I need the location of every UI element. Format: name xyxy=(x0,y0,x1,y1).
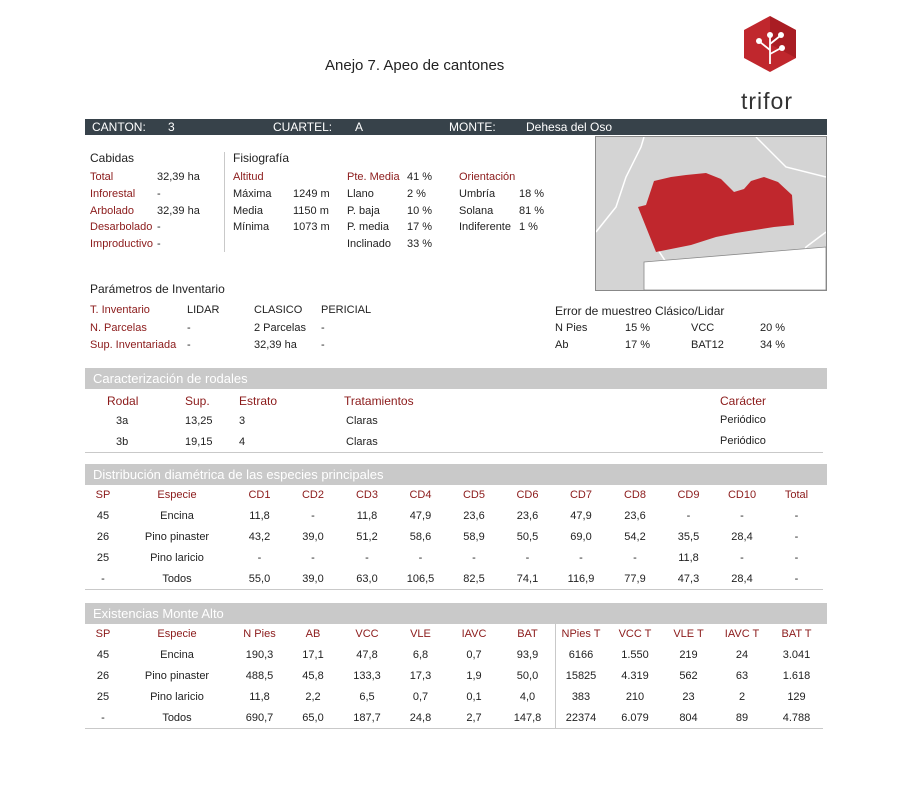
error-cell: BAT12 xyxy=(691,339,724,351)
table-row xyxy=(85,568,824,589)
cabida-label: Total xyxy=(90,171,114,183)
existencias-header-cell: N Pies xyxy=(243,627,276,640)
error-cell: Ab xyxy=(555,339,569,351)
cabida-value: 32,39 ha xyxy=(157,205,200,217)
existencias-cell: 26 xyxy=(96,669,110,682)
inventario-header: PERICIAL xyxy=(321,304,372,316)
inventario-row-label: Sup. Inventariada xyxy=(90,339,177,351)
existencias-cell: 45 xyxy=(96,648,110,661)
distribucion-cell: - xyxy=(794,551,799,564)
existencias-cell: 23 xyxy=(682,690,695,703)
distribucion-cell: 28,4 xyxy=(731,572,753,585)
inventario-cell: 2 Parcelas xyxy=(254,322,306,334)
distribucion-header-cell: CD4 xyxy=(409,488,432,501)
pendiente-value: 41 % xyxy=(407,171,433,183)
pendiente-row-label: P. baja xyxy=(347,205,380,217)
distribucion-header-row xyxy=(85,484,824,505)
existencias-cell: 65,0 xyxy=(302,711,324,724)
distribucion-cell: - xyxy=(740,551,744,564)
distribucion-table xyxy=(85,484,824,589)
cabida-value: - xyxy=(157,221,161,233)
existencias-cell: 63 xyxy=(735,669,749,682)
existencias-cell: 22374 xyxy=(565,711,597,724)
rodales-header: Rodal xyxy=(107,394,139,408)
existencias-cell: 4.319 xyxy=(621,669,649,682)
canton-header-bar xyxy=(85,119,827,135)
distribucion-cell: - xyxy=(740,509,744,522)
rodal-cell: Claras xyxy=(346,415,378,427)
inventario-cell: - xyxy=(321,322,325,334)
distribucion-header-cell: CD3 xyxy=(355,488,378,501)
distribucion-header-cell: Especie xyxy=(157,488,197,501)
existencias-table xyxy=(85,623,824,728)
distribucion-cell: 58,6 xyxy=(409,530,432,543)
distribucion-cell: 82,5 xyxy=(463,572,485,585)
existencias-cell: 45,8 xyxy=(302,669,324,682)
distribucion-header-cell: SP xyxy=(95,488,111,501)
existencias-cell: 4.788 xyxy=(782,711,811,724)
canton-value: 3 xyxy=(168,120,175,134)
inventario-title: Parámetros de Inventario xyxy=(90,282,225,296)
trifor-logo xyxy=(740,14,804,118)
distribucion-cell: - xyxy=(101,572,105,585)
rodales-header: Carácter xyxy=(720,394,767,408)
existencias-cell: 0,7 xyxy=(412,690,429,703)
pendiente-label: Pte. Media xyxy=(347,171,400,183)
canton-label: CANTON: xyxy=(92,120,146,134)
distribucion-cell: - xyxy=(794,572,799,585)
altitud-row-label: Mínima xyxy=(233,221,270,233)
existencias-header-cell: VLE xyxy=(410,627,431,640)
existencias-cell: 383 xyxy=(571,690,591,703)
existencias-cell: Encina xyxy=(160,648,194,661)
pendiente-row-value: 33 % xyxy=(407,238,433,250)
existencias-header-cell: BAT T xyxy=(781,627,812,640)
table-row xyxy=(85,644,824,665)
distribucion-cell: - xyxy=(579,551,583,564)
distribucion-header-cell: CD8 xyxy=(623,488,646,501)
orientacion-row-label: Indiferente xyxy=(459,221,511,233)
existencias-cell: 562 xyxy=(679,669,698,682)
distribucion-cell: 11,8 xyxy=(678,551,699,564)
rodal-cell: Periódico xyxy=(720,414,766,426)
cabida-label: Arbolado xyxy=(90,205,135,217)
distribucion-cell: 51,2 xyxy=(356,530,378,543)
monte-value: Dehesa del Oso xyxy=(526,120,613,134)
table-row xyxy=(85,686,824,707)
existencias-header-cell: VCC xyxy=(355,627,379,640)
distribucion-header-cell: CD10 xyxy=(727,488,757,501)
altitud-label: Altitud xyxy=(233,171,264,183)
existencias-cell: 47,8 xyxy=(356,648,378,661)
existencias-cell: - xyxy=(101,711,105,724)
existencias-cell: 1,9 xyxy=(466,669,482,682)
rodales-header: Estrato xyxy=(239,394,278,408)
existencias-cell: 24 xyxy=(735,648,749,661)
existencias-header-cell: VLE T xyxy=(673,627,704,640)
distribucion-cell: 77,9 xyxy=(624,572,646,585)
cabida-value: - xyxy=(157,188,161,200)
distribucion-cell: 58,9 xyxy=(463,530,485,543)
cabida-value: - xyxy=(157,238,161,250)
distribucion-cell: 47,3 xyxy=(677,572,700,585)
existencias-section-bar xyxy=(85,603,827,624)
altitud-row-value: 1249 m xyxy=(293,188,330,200)
table-row xyxy=(85,547,824,568)
distribucion-cell: 28,4 xyxy=(731,530,753,543)
distribucion-cell: 47,9 xyxy=(570,509,592,522)
distribucion-cell: 69,0 xyxy=(570,530,592,543)
distribucion-cell: Todos xyxy=(162,572,192,585)
altitud-row-value: 1150 m xyxy=(293,205,329,217)
existencias-cell: 93,9 xyxy=(516,648,539,661)
existencias-cell: 0,7 xyxy=(466,648,482,661)
existencias-cell: Todos xyxy=(162,711,192,724)
orientacion-row-label: Umbría xyxy=(459,188,496,200)
error-cell: VCC xyxy=(691,322,715,334)
distribucion-cell: 50,5 xyxy=(516,530,539,543)
distribucion-cell: 39,0 xyxy=(302,530,324,543)
existencias-cell: 6166 xyxy=(568,648,594,661)
logo-text: trifor xyxy=(741,88,793,114)
existencias-cell: 1.618 xyxy=(782,669,811,682)
existencias-header-cell: SP xyxy=(95,627,111,640)
distribucion-header-cell: CD5 xyxy=(462,488,485,501)
existencias-header-cell: BAT xyxy=(517,627,538,640)
cabidas-title: Cabidas xyxy=(90,151,135,165)
existencias-cell: 24,8 xyxy=(409,711,432,724)
distribucion-cell: 106,5 xyxy=(406,572,435,585)
fisiografia-title: Fisiografía xyxy=(233,151,290,165)
inventario-cell: - xyxy=(321,339,325,351)
rodales-bottom-rule xyxy=(85,452,823,453)
inventario-header: CLASICO xyxy=(254,304,303,316)
existencias-cell: 129 xyxy=(787,690,806,703)
distribucion-cell: - xyxy=(794,530,799,543)
rodales-section-title: Caracterización de rodales xyxy=(93,371,248,386)
table-row xyxy=(85,526,824,547)
canton-location-map xyxy=(595,136,827,291)
existencias-header-cell: AB xyxy=(305,627,321,640)
inventario-header: T. Inventario xyxy=(90,304,150,316)
cabida-label: Desarbolado xyxy=(90,221,153,233)
error-title: Error de muestreo Clásico/Lidar xyxy=(555,304,725,318)
monte-label: MONTE: xyxy=(449,120,496,134)
pendiente-row-value: 2 % xyxy=(407,188,426,200)
distribucion-cell: 23,6 xyxy=(516,509,539,522)
existencias-cell: 0,1 xyxy=(466,690,482,703)
existencias-cell: 488,5 xyxy=(245,669,274,682)
existencias-section-title: Existencias Monte Alto xyxy=(93,606,224,621)
existencias-bottom-rule xyxy=(85,728,823,729)
rodal-cell: 4 xyxy=(239,436,246,448)
existencias-cell: 187,7 xyxy=(353,711,381,724)
distribucion-section-title: Distribución diamétrica de las especies principales xyxy=(93,467,384,482)
distribucion-cell: 43,2 xyxy=(248,530,271,543)
existencias-cell: 6.079 xyxy=(621,711,649,724)
existencias-divider xyxy=(555,624,556,728)
distribucion-cell: 23,6 xyxy=(624,509,646,522)
distribucion-cell: - xyxy=(418,551,423,564)
existencias-cell: 17,3 xyxy=(409,669,432,682)
distribucion-header-cell: CD7 xyxy=(569,488,592,501)
distribucion-section-bar xyxy=(85,464,827,485)
table-row xyxy=(85,505,824,526)
orientacion-row-value: 81 % xyxy=(519,205,545,217)
cabida-label: Inforestal xyxy=(90,188,136,200)
error-cell: 20 % xyxy=(760,322,786,334)
rodal-cell: 3a xyxy=(116,415,129,427)
distribucion-cell: 47,9 xyxy=(409,509,432,522)
existencias-cell: 1.550 xyxy=(621,648,649,661)
existencias-cell: 210 xyxy=(625,690,645,703)
rodales-section-bar xyxy=(85,368,827,389)
error-cell: N Pies xyxy=(555,322,588,334)
distribucion-cell: - xyxy=(472,551,476,564)
altitud-row-label: Máxima xyxy=(233,188,272,200)
existencias-header-cell: VCC T xyxy=(618,627,652,640)
distribucion-cell: 11,8 xyxy=(356,509,378,522)
distribucion-header-cell: CD6 xyxy=(516,488,539,501)
distribucion-cell: Encina xyxy=(160,509,194,522)
distribucion-cell: 45 xyxy=(96,509,110,522)
pendiente-row-label: Llano xyxy=(347,188,374,200)
distribucion-cell: 35,5 xyxy=(677,530,700,543)
altitud-row-label: Media xyxy=(233,205,263,217)
cuartel-value: A xyxy=(355,120,364,134)
rodal-cell: 13,25 xyxy=(185,415,213,427)
inventario-cell: - xyxy=(187,322,191,334)
rodal-cell: Periódico xyxy=(720,435,766,447)
existencias-header-cell: IAVC xyxy=(461,627,487,640)
pendiente-row-label: P. media xyxy=(347,221,389,233)
orientacion-row-value: 18 % xyxy=(519,188,545,200)
pendiente-row-label: Inclinado xyxy=(347,238,392,250)
orientacion-label: Orientación xyxy=(459,171,516,183)
distribucion-cell: - xyxy=(365,551,369,564)
rodales-header: Sup. xyxy=(185,394,210,408)
existencias-cell: 15825 xyxy=(565,669,597,682)
tree-logo-icon xyxy=(740,14,804,76)
table-row xyxy=(85,665,824,686)
existencias-cell: 25 xyxy=(96,690,110,703)
distribucion-cell: 25 xyxy=(96,551,110,564)
cabida-value: 32,39 ha xyxy=(157,171,200,183)
inventario-header: LIDAR xyxy=(187,304,220,316)
distribucion-cell: - xyxy=(311,509,315,522)
existencias-cell: 2,2 xyxy=(305,690,321,703)
orientacion-row-value: 1 % xyxy=(519,221,538,233)
distribucion-cell: - xyxy=(525,551,530,564)
table-row xyxy=(85,707,824,728)
distribucion-cell: - xyxy=(257,551,262,564)
orientacion-row-label: Solana xyxy=(459,205,494,217)
distribucion-cell: 23,6 xyxy=(463,509,485,522)
distribucion-cell: - xyxy=(633,551,637,564)
existencias-cell: 2,7 xyxy=(466,711,482,724)
existencias-cell: Pino laricio xyxy=(150,690,204,703)
pendiente-row-value: 10 % xyxy=(407,205,433,217)
existencias-header-cell: Especie xyxy=(157,627,197,640)
distribucion-cell: - xyxy=(794,509,799,522)
existencias-cell: Pino pinaster xyxy=(144,669,210,682)
distribucion-cell: 74,1 xyxy=(516,572,539,585)
existencias-cell: 219 xyxy=(679,648,698,661)
distribucion-cell: 116,9 xyxy=(567,572,595,585)
error-cell: 34 % xyxy=(760,339,786,351)
distribucion-cell: - xyxy=(311,551,315,564)
existencias-cell: 50,0 xyxy=(516,669,539,682)
page-title: Anejo 7. Apeo de cantones xyxy=(325,57,505,74)
existencias-cell: 690,7 xyxy=(245,711,274,724)
distribucion-bottom-rule xyxy=(85,589,823,590)
distribucion-header-cell: Total xyxy=(784,488,809,501)
distribucion-cell: Pino laricio xyxy=(150,551,204,564)
existencias-cell: 804 xyxy=(679,711,698,724)
existencias-cell: 17,1 xyxy=(302,648,324,661)
existencias-cell: 4,0 xyxy=(519,690,536,703)
error-cell: 17 % xyxy=(625,339,651,351)
distribucion-cell: - xyxy=(686,509,691,522)
existencias-cell: 11,8 xyxy=(249,690,270,703)
rodal-cell: 3 xyxy=(239,415,246,427)
distribucion-header-cell: CD1 xyxy=(248,488,271,501)
map-svg xyxy=(596,137,826,290)
existencias-cell: 89 xyxy=(735,711,749,724)
inventario-row-label: N. Parcelas xyxy=(90,322,147,334)
error-cell: 15 % xyxy=(625,322,651,334)
section-divider xyxy=(224,152,225,252)
existencias-header-cell: NPies T xyxy=(561,627,601,640)
distribucion-header-cell: CD9 xyxy=(677,488,700,501)
existencias-cell: 3.041 xyxy=(782,648,811,661)
existencias-header-cell: IAVC T xyxy=(724,627,760,640)
inventario-cell: - xyxy=(187,339,191,351)
existencias-cell: 190,3 xyxy=(245,648,274,661)
rodal-cell: 19,15 xyxy=(185,436,213,448)
existencias-cell: 6,8 xyxy=(412,648,429,661)
rodales-header: Tratamientos xyxy=(344,394,414,408)
existencias-cell: 133,3 xyxy=(353,669,381,682)
pendiente-row-value: 17 % xyxy=(407,221,433,233)
rodal-cell: 3b xyxy=(116,436,129,448)
existencias-cell: 6,5 xyxy=(359,690,375,703)
distribucion-cell: 11,8 xyxy=(249,509,270,522)
distribucion-header-cell: CD2 xyxy=(301,488,324,501)
rodal-cell: Claras xyxy=(346,436,378,448)
cuartel-label: CUARTEL: xyxy=(273,120,333,134)
distribucion-cell: 63,0 xyxy=(356,572,378,585)
distribucion-cell: Pino pinaster xyxy=(144,530,210,543)
distribucion-cell: 26 xyxy=(96,530,110,543)
inventario-cell: 32,39 ha xyxy=(254,339,297,351)
cabida-label: Improductivo xyxy=(90,238,153,250)
existencias-header-row xyxy=(85,623,824,644)
distribucion-cell: 55,0 xyxy=(248,572,271,585)
altitud-row-value: 1073 m xyxy=(293,221,330,233)
existencias-cell: 147,8 xyxy=(513,711,542,724)
existencias-cell: 2 xyxy=(738,690,746,703)
distribucion-cell: 39,0 xyxy=(302,572,324,585)
distribucion-cell: 54,2 xyxy=(624,530,646,543)
